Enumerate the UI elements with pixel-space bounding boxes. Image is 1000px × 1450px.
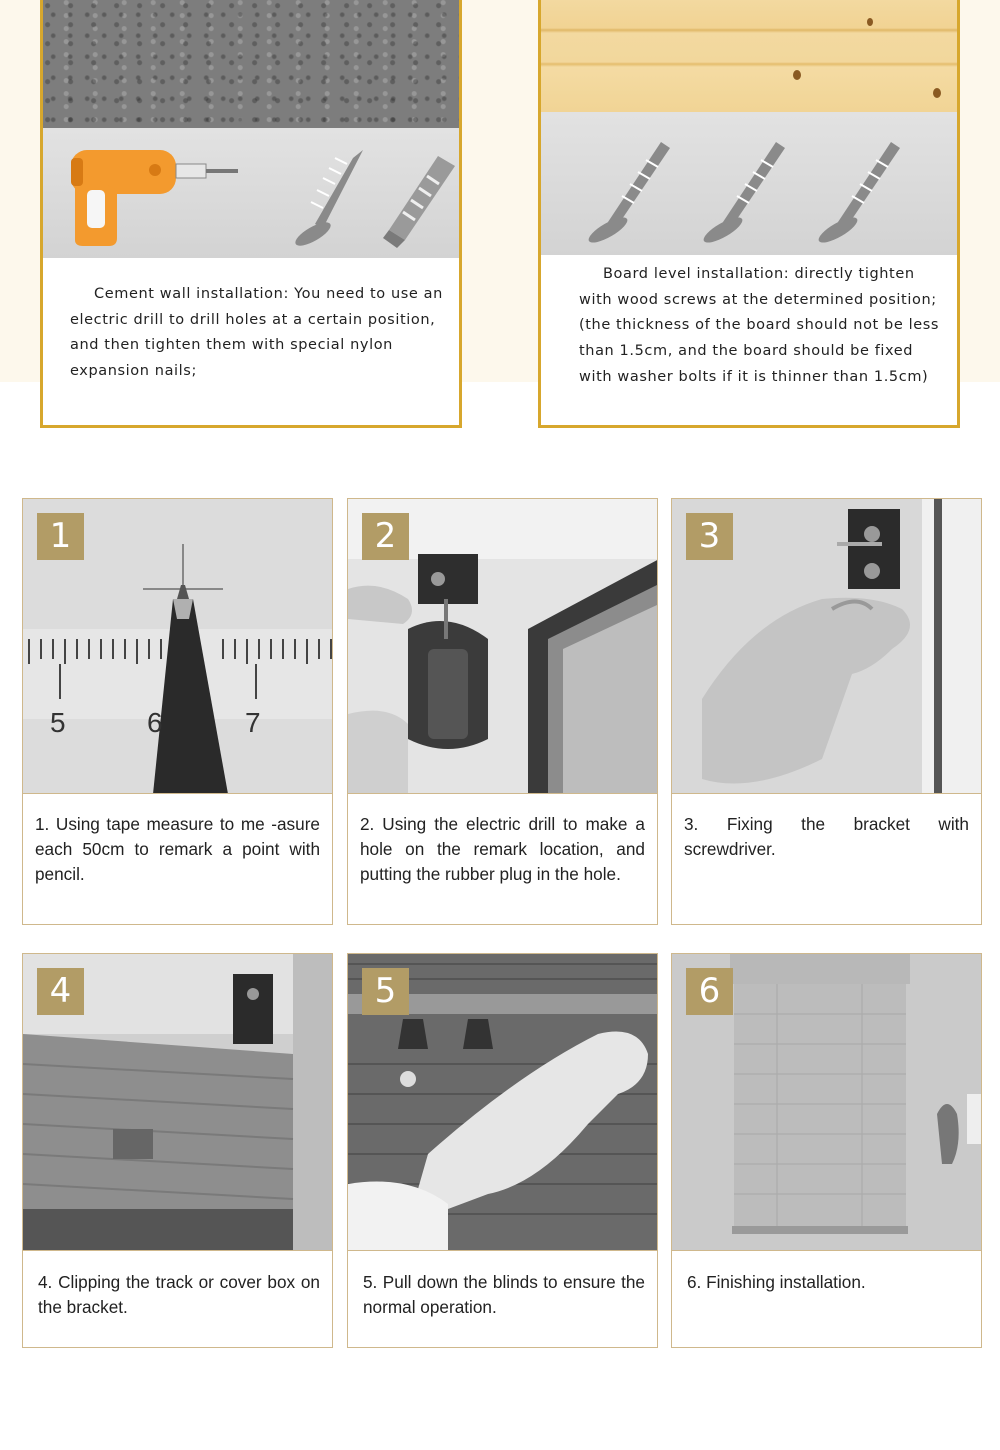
tools-strip — [43, 128, 459, 258]
step-photo-bracket — [672, 499, 981, 794]
step-number-badge: 6 — [686, 968, 733, 1015]
electric-drill-icon — [71, 150, 238, 246]
screw-icon — [815, 142, 900, 247]
step-photo-pull-down — [348, 954, 657, 1251]
step-description: 1. Using tape measure to me -asure each 50cm to remark a point with pencil. — [35, 814, 320, 884]
ruler-label-5: 5 — [50, 707, 66, 738]
step-card-4 — [22, 953, 333, 1348]
board-level-description: Board level installation: directly tighten with wood screws at the determined position; (the thickness of the board should not be less than 1.5cm, and the board should be fixed with washer bolts if it is thinner than 1.5cm) — [579, 266, 940, 385]
step-photo-measure — [23, 499, 332, 794]
screw-icon — [585, 142, 670, 247]
step-photo-finished — [672, 954, 981, 1251]
step-card-5 — [347, 953, 658, 1348]
step-card-2 — [347, 498, 658, 925]
step-card-1 — [22, 498, 333, 925]
step-number-badge: 1 — [37, 513, 84, 560]
wood-board-texture — [541, 0, 957, 112]
screw-icon — [700, 142, 785, 247]
step-description: 5. Pull down the blinds to ensure the normal operation. — [363, 1272, 645, 1317]
step-card-6 — [671, 953, 982, 1348]
cement-wall-texture — [43, 0, 459, 128]
ruler-label-7: 7 — [245, 707, 261, 738]
step-number-badge: 3 — [686, 513, 733, 560]
step-number-badge: 2 — [362, 513, 409, 560]
step-description: 4. Clipping the track or cover box on the bracket. — [38, 1272, 320, 1317]
step-card-3 — [671, 498, 982, 925]
step-number-badge: 4 — [37, 968, 84, 1015]
cement-wall-installation-card — [40, 0, 462, 428]
step-photo-clip-track — [23, 954, 332, 1251]
step-photo-drill — [348, 499, 657, 794]
expansion-nail-icon — [383, 156, 455, 248]
screw-icon — [292, 150, 363, 250]
step-number-badge: 5 — [362, 968, 409, 1015]
cement-wall-description: Cement wall installation: You need to use an electric drill to drill holes at a certain position, and then tighten them with special nylon expansion nails; — [70, 286, 443, 380]
board-level-installation-card — [538, 0, 960, 428]
ruler-label-6: 6 — [147, 707, 163, 738]
screws-strip — [541, 112, 957, 255]
step-description: 3. Fixing the bracket with screwdriver. — [684, 814, 969, 859]
step-description: 6. Finishing installation. — [687, 1272, 866, 1292]
step-description: 2. Using the electric drill to make a hole on the remark location, and putting the rubber plug in the hole. — [360, 814, 645, 884]
